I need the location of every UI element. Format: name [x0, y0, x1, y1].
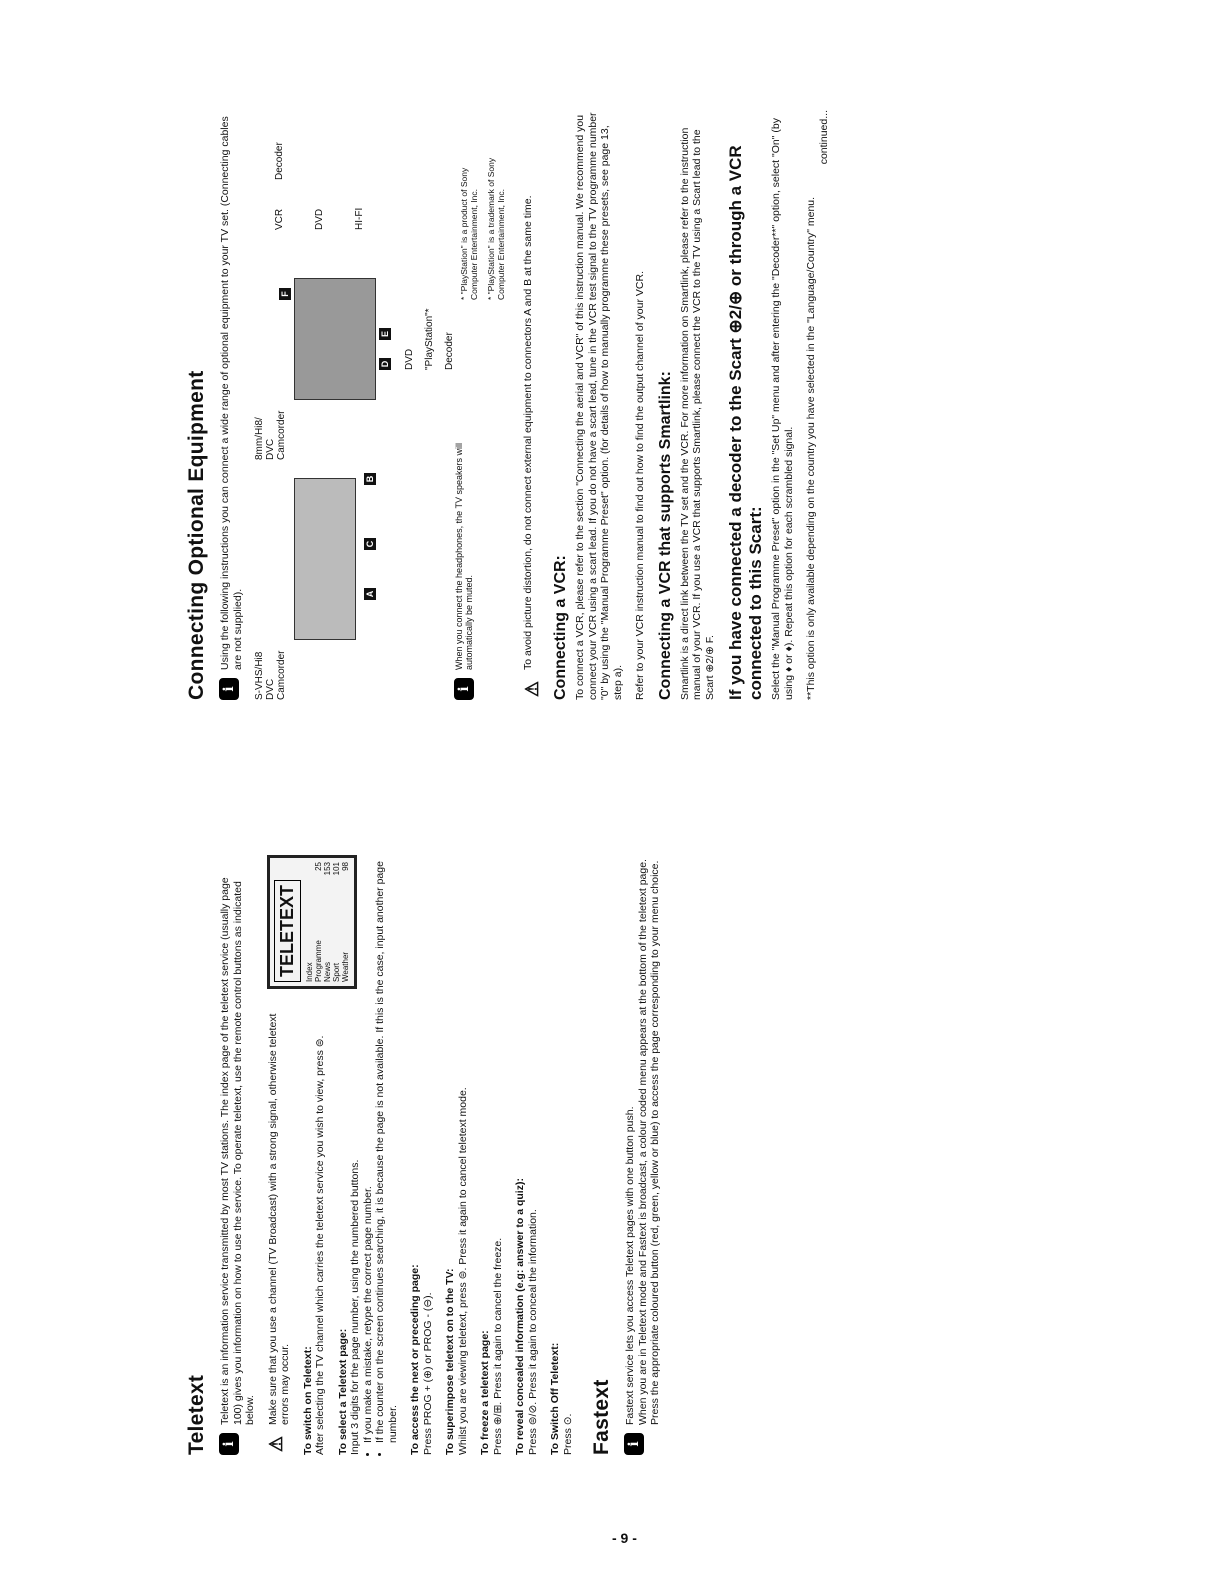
continued-text: continued... — [817, 110, 830, 165]
teletext-screen-row: Programme 25 — [313, 862, 323, 982]
vcr-text1: To connect a VCR, please refer to the section "Connecting the aerial and VCR" of this instruction manual. We recommend you connect your VCR using a scart lead. If you do not have a scart lead, tune in the VCR test signal to the TV programme number "0" by using the "Manual Programme Preset" option. (for details of how to manually programme these presets, see page 13, step a). — [574, 112, 624, 700]
optional-equipment-section — [185, 110, 910, 700]
teletext-screen-illustration — [267, 855, 357, 989]
teletext-warning: Make sure that you use a channel (TV Broadcast) with a strong signal, otherwise teletext errors may occur. — [266, 1013, 291, 1425]
diagram-label: 8mm/Hi8/ DVC Camcorder — [254, 410, 287, 460]
decoder-text: Select the "Manual Programme Preset" option in the "Set Up" menu and after entering the "Decoder**" option, select "On" (by using ♦ or ♦). Repeat this option for each scrambled signal. — [770, 118, 795, 700]
diagram-label: Decoder — [444, 332, 455, 370]
info-icon: i — [219, 1433, 239, 1455]
diagram-label: DVD — [314, 208, 325, 230]
fastext-text1: Fastext service lets you access Teletext pages with one button push. — [624, 1106, 636, 1425]
teletext-screen-row: Index — [304, 962, 314, 982]
optional-warning: To avoid picture distortion, do not connect external equipment to connectors A and B at the same time. — [522, 195, 534, 670]
warning-icon: ⚠ — [521, 680, 543, 698]
access-page-block — [409, 855, 434, 1455]
switch-off-heading: To Switch Off Teletext: — [549, 1342, 561, 1455]
footnote-2: * "PlayStation" is a trademark of Sony Computer Entertainment, Inc. — [486, 157, 506, 300]
info-icon: i — [219, 678, 239, 700]
select-page-bullets — [362, 855, 400, 1455]
smartlink-text: Smartlink is a direct link between the TV set and the VCR. For more information on Smartlink, please refer to the instruction manual of your VCR. If you use a VCR that supports Smartlink, please connect the VCR to the TV using a Scart lead to the Scart ⊕2/⊕ F. — [678, 127, 716, 700]
page-number: - 9 - — [612, 1530, 637, 1546]
decoder-title: If you have connected a decoder to the Scart ⊕2/⊕ or through a VCR connected to this Scart: — [726, 145, 765, 700]
teletext-intro-note — [219, 855, 257, 1455]
diagram-label: "PlayStation"* — [424, 308, 435, 370]
diagram-label: HI-FI — [354, 207, 365, 230]
fastext-text2: When you are in Teletext mode and Fastext is broadcast, a colour coded menu appears at the bottom of the teletext page. Press the appropriate coloured button (red, green, yellow or blue) to access the page corresponding to your menu choice. — [636, 859, 661, 1425]
teletext-intro: Teletext is an information service transmitted by most TV stations. The index page of the teletext service (usually page 100) gives you information on how to use the service. To operate teletext, use the remote control buttons as indicated below. — [219, 877, 256, 1425]
vcr-title: Connecting a VCR: — [552, 555, 569, 700]
superimpose-text: Whilst you are viewing teletext, press ⊜. Press it again to cancel teletext mode. — [456, 1087, 469, 1455]
headphone-text: When you connect the headphones, the TV speakers will automatically be muted. — [454, 443, 474, 670]
superimpose-block — [444, 855, 469, 1455]
optional-warning-note — [522, 110, 542, 700]
diagram-label: VCR — [274, 208, 285, 230]
fastext-title: Fastext — [590, 1379, 613, 1455]
connector-label: C — [364, 538, 376, 550]
teletext-warning-note — [267, 997, 292, 1455]
optional-title: Connecting Optional Equipment — [185, 370, 208, 700]
rear-panel-illustration — [294, 278, 376, 400]
front-panel-illustration — [294, 478, 356, 640]
connector-label: A — [364, 588, 376, 600]
connection-diagram — [254, 140, 514, 700]
bullet-item: • If the counter on the screen continues searching, it is because the page is not available. If this is the case, input another page number. — [374, 855, 399, 1443]
vcr-text2: Refer to your VCR instruction manual to find out how to find the output channel of your VCR. — [634, 271, 646, 700]
freeze-text: Press ⊕/⊞. Press it again to cancel the freeze. — [491, 1237, 504, 1455]
access-text: Press PROG + (⊕) or PROG - (⊖). — [421, 1292, 434, 1455]
reveal-heading: To reveal concealed information (e.g: answer to a quiz): — [514, 1178, 526, 1455]
optional-intro-note — [219, 110, 244, 700]
freeze-heading: To freeze a teletext page: — [479, 1330, 491, 1455]
reveal-block — [514, 855, 539, 1455]
teletext-screen-row: Weather 98 — [340, 862, 350, 982]
headphone-note — [454, 440, 474, 700]
connector-label: D — [379, 358, 391, 370]
connector-label: E — [379, 328, 391, 340]
teletext-screen-row: Sport 101 — [331, 862, 341, 982]
switch-off-text: Press ⊙. — [561, 1413, 574, 1455]
connector-label: B — [364, 473, 376, 485]
fastext-note — [624, 855, 662, 1455]
connector-label: F — [279, 288, 291, 300]
access-heading: To access the next or preceding page: — [409, 1264, 421, 1455]
warning-icon: ⚠ — [266, 1435, 287, 1453]
reveal-text: Press ⊜/⊘. Press it again to conceal the information. — [526, 1209, 539, 1455]
select-page-text: Input 3 digits for the page number, using the numbered buttons. — [349, 1159, 361, 1455]
info-icon: i — [624, 1433, 644, 1455]
info-icon: i — [454, 678, 474, 700]
diagram-label: DVD — [404, 348, 415, 370]
teletext-section — [185, 855, 700, 1455]
smartlink-title: Connecting a VCR that supports Smartlink: — [656, 371, 674, 700]
teletext-screen-title: TELETEXT — [274, 880, 301, 982]
teletext-screen-row: News 153 — [322, 862, 332, 982]
switch-off-block — [549, 855, 574, 1455]
diagram-label: Decoder — [274, 142, 285, 180]
teletext-title: Teletext — [185, 1374, 208, 1455]
footnote-1: * "PlayStation" is a product of Sony Computer Entertainment, Inc. — [459, 167, 479, 300]
optional-intro: Using the following instructions you can connect a wide range of optional equipment to your TV set. (Connecting cables are not supplied). — [219, 116, 244, 670]
diagram-label: S-VHS/Hi8 DVC Camcorder — [254, 650, 287, 700]
select-page-heading: To select a Teletext page: — [336, 1328, 349, 1455]
freeze-block — [479, 855, 504, 1455]
decoder-note: **This option is only available depending on the country you have selected in the "Language/Country" menu. — [805, 196, 817, 700]
superimpose-heading: To superimpose teletext on to the TV: — [444, 1268, 456, 1455]
bullet-item: • If you make a mistake, retype the correct page number. — [362, 855, 375, 1443]
switch-on-heading: To switch on Teletext: — [301, 1346, 314, 1455]
switch-on-text: After selecting the TV channel which carries the teletext service you wish to view, press ⊜. — [314, 1035, 326, 1455]
